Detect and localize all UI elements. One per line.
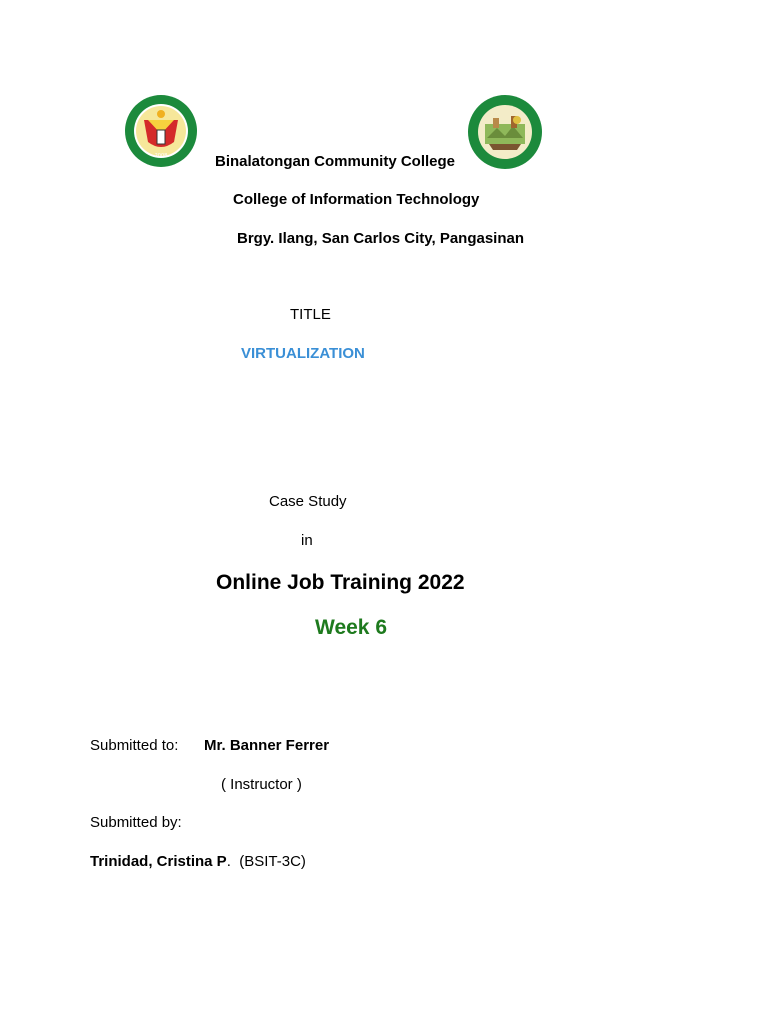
case-study-label: Case Study (269, 493, 347, 510)
svg-text:2008: 2008 (154, 153, 168, 159)
week-label: Week 6 (315, 616, 387, 639)
submitted-by-label: Submitted by: (90, 814, 182, 831)
college-address: Brgy. Ilang, San Carlos City, Pangasinan (237, 230, 525, 247)
submitted-to-role: ( Instructor ) (221, 776, 302, 793)
san-carlos-city-seal-icon (467, 94, 543, 170)
submitted-by-name-suffix: . (226, 853, 231, 870)
department-name: College of Information Technology (233, 191, 480, 208)
in-label: in (301, 532, 313, 549)
submitted-by-name: Trinidad, Cristina P (90, 853, 227, 870)
course-title: Online Job Training 2022 (216, 571, 465, 594)
college-name: Binalatongan Community College (215, 153, 456, 170)
binalatongan-community-college-seal-icon (124, 94, 198, 168)
title-value: VIRTUALIZATION (241, 345, 365, 362)
submitted-by-section: (BSIT-3C) (239, 853, 306, 870)
submitted-to-label: Submitted to: (90, 737, 179, 754)
submitted-to-name: Mr. Banner Ferrer (204, 737, 330, 754)
title-label: TITLE (290, 306, 331, 323)
submitted-by-line (90, 854, 306, 869)
